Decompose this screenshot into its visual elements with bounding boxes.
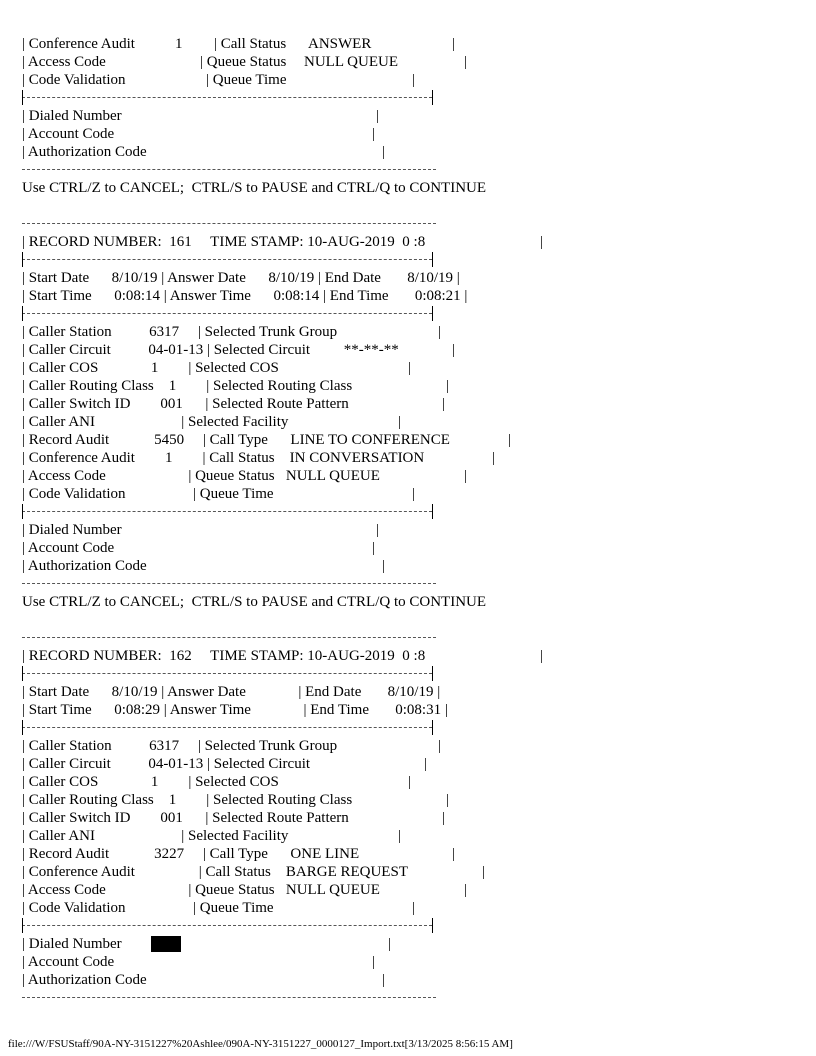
row-text: | Code Validation | Queue Time (22, 486, 274, 502)
field-row (22, 431, 802, 449)
time-line (22, 701, 802, 719)
pipe: | (442, 810, 446, 826)
divider (22, 629, 802, 647)
record-header-text: | RECORD NUMBER: 161 TIME STAMP: 10-AUG-2019 0 :8 (22, 234, 426, 250)
pipe: | (464, 54, 468, 70)
field-label: | Code Validation (22, 72, 126, 88)
date-line (22, 269, 802, 287)
field-label: | Authorization Code (22, 144, 147, 160)
pipe: | (452, 36, 456, 52)
field-value: 1 (175, 36, 183, 52)
field-label: | Dialed Number (22, 936, 122, 952)
pipe: | (540, 648, 544, 664)
field-label: | Conference Audit (22, 36, 135, 52)
field-row (22, 341, 802, 359)
row-text: | Conference Audit 1 | Call Status IN CONVERSATION (22, 450, 425, 466)
document-page (22, 35, 802, 1007)
pipe: | (398, 414, 402, 430)
row-text: | Conference Audit | Call Status BARGE REQUEST (22, 864, 408, 880)
field-label: | Authorization Code (22, 558, 147, 574)
pipe: | (540, 234, 544, 250)
pipe: | (408, 774, 412, 790)
row-text: | Caller Circuit 04-01-13 | Selected Circuit **-**-** (22, 342, 399, 358)
field-row (22, 791, 802, 809)
notice-text: Use CTRL/Z to CANCEL; CTRL/S to PAUSE and CTRL/Q to CONTINUE (22, 594, 487, 610)
field-row (22, 359, 802, 377)
text-line (22, 935, 802, 953)
date-text: | Start Date 8/10/19 | Answer Date 8/10/19 | End Date 8/10/19 | (22, 270, 460, 286)
pipe: | (398, 828, 402, 844)
pipe: | (464, 882, 468, 898)
pipe: | (446, 378, 450, 394)
time-text: | Start Time 0:08:14 | Answer Time 0:08:14 | End Time 0:08:21 | (22, 288, 468, 304)
pipe: | (382, 972, 386, 988)
row-text: | Caller Station 6317 | Selected Trunk Group (22, 738, 338, 754)
field-row (22, 899, 802, 917)
pipe: | (424, 756, 428, 772)
divider (22, 989, 802, 1007)
row-text: | Caller ANI | Selected Facility (22, 414, 289, 430)
time-text: | Start Time 0:08:29 | Answer Time | End Time 0:08:31 | (22, 702, 448, 718)
pipe: | (412, 900, 416, 916)
date-text: | Start Date 8/10/19 | Answer Date | End Date 8/10/19 | (22, 684, 441, 700)
field-row (22, 467, 802, 485)
row-text: | Caller Station 6317 | Selected Trunk Group (22, 324, 338, 340)
row-text: | Code Validation | Queue Time (22, 900, 274, 916)
pipe: | (408, 360, 412, 376)
text-line (22, 35, 802, 53)
field-row (22, 449, 802, 467)
field-label: | Access Code (22, 54, 106, 70)
pipe: | (446, 792, 450, 808)
field-row (22, 485, 802, 503)
pipe: | (376, 522, 380, 538)
field-label: | Authorization Code (22, 972, 147, 988)
notice-line (22, 593, 802, 611)
text-line (22, 143, 802, 161)
divider (22, 719, 802, 737)
pipe: | (382, 144, 386, 160)
pipe: | (412, 72, 416, 88)
notice-text: Use CTRL/Z to CANCEL; CTRL/S to PAUSE and CTRL/Q to CONTINUE (22, 180, 487, 196)
field-label: | Queue Time (206, 72, 287, 88)
pipe: | (438, 324, 442, 340)
redaction-box (151, 936, 181, 952)
pipe: | (464, 468, 468, 484)
pipe: | (452, 846, 456, 862)
pipe: | (492, 450, 496, 466)
divider (22, 665, 802, 683)
text-line (22, 71, 802, 89)
file-path-footer: file:///W/FSUStaff/90A-NY-3151227%20Ashlee/090A-NY-3151227_0000127_Import.txt[3/13/2025 8:56:15 AM] (8, 1038, 513, 1050)
text-line (22, 125, 802, 143)
divider (22, 89, 802, 107)
text-line (22, 539, 802, 557)
record-header-text: | RECORD NUMBER: 162 TIME STAMP: 10-AUG-2019 0 :8 (22, 648, 426, 664)
record-header (22, 233, 802, 251)
divider (22, 917, 802, 935)
divider (22, 305, 802, 323)
text-line (22, 53, 802, 71)
row-text: | Caller Circuit 04-01-13 | Selected Circuit (22, 756, 311, 772)
divider (22, 503, 802, 521)
text-line (22, 953, 802, 971)
text-line (22, 107, 802, 125)
field-row (22, 737, 802, 755)
divider (22, 161, 802, 179)
divider (22, 215, 802, 233)
field-row (22, 773, 802, 791)
field-row (22, 827, 802, 845)
pipe: | (482, 864, 486, 880)
pipe: | (438, 738, 442, 754)
row-text: | Caller COS 1 | Selected COS (22, 360, 279, 376)
pipe: | (372, 126, 376, 142)
notice-line (22, 179, 802, 197)
row-text: | Record Audit 5450 | Call Type LINE TO CONFERENCE (22, 432, 450, 448)
field-row (22, 377, 802, 395)
field-row (22, 809, 802, 827)
field-row (22, 863, 802, 881)
pipe: | (382, 558, 386, 574)
field-label: | Queue Status (200, 54, 287, 70)
pipe: | (452, 342, 456, 358)
text-line (22, 557, 802, 575)
row-text: | Access Code | Queue Status NULL QUEUE (22, 468, 380, 484)
divider (22, 575, 802, 593)
text-line (22, 971, 802, 989)
field-row (22, 323, 802, 341)
row-text: | Caller Switch ID 001 | Selected Route Pattern (22, 810, 349, 826)
row-text: | Caller Routing Class 1 | Selected Routing Class (22, 792, 353, 808)
field-row (22, 881, 802, 899)
pipe: | (508, 432, 512, 448)
field-label: | Call Status (214, 36, 287, 52)
row-text: | Caller COS 1 | Selected COS (22, 774, 279, 790)
row-text: | Access Code | Queue Status NULL QUEUE (22, 882, 380, 898)
field-row (22, 845, 802, 863)
time-line (22, 287, 802, 305)
pipe: | (412, 486, 416, 502)
field-label: | Dialed Number (22, 108, 122, 124)
pipe: | (442, 396, 446, 412)
field-row (22, 755, 802, 773)
field-value: ANSWER (308, 36, 372, 52)
row-text: | Record Audit 3227 | Call Type ONE LINE (22, 846, 360, 862)
date-line (22, 683, 802, 701)
pipe: | (372, 954, 376, 970)
field-label: | Account Code (22, 126, 115, 142)
field-row (22, 395, 802, 413)
record-header (22, 647, 802, 665)
divider (22, 251, 802, 269)
row-text: | Caller Switch ID 001 | Selected Route Pattern (22, 396, 349, 412)
field-label: | Dialed Number (22, 522, 122, 538)
field-value: NULL QUEUE (304, 54, 399, 70)
field-label: | Account Code (22, 540, 115, 556)
row-text: | Caller Routing Class 1 | Selected Routing Class (22, 378, 353, 394)
pipe: | (376, 108, 380, 124)
field-label: | Account Code (22, 954, 115, 970)
row-text: | Caller ANI | Selected Facility (22, 828, 289, 844)
pipe: | (372, 540, 376, 556)
pipe: | (388, 936, 392, 952)
text-line (22, 521, 802, 539)
field-row (22, 413, 802, 431)
